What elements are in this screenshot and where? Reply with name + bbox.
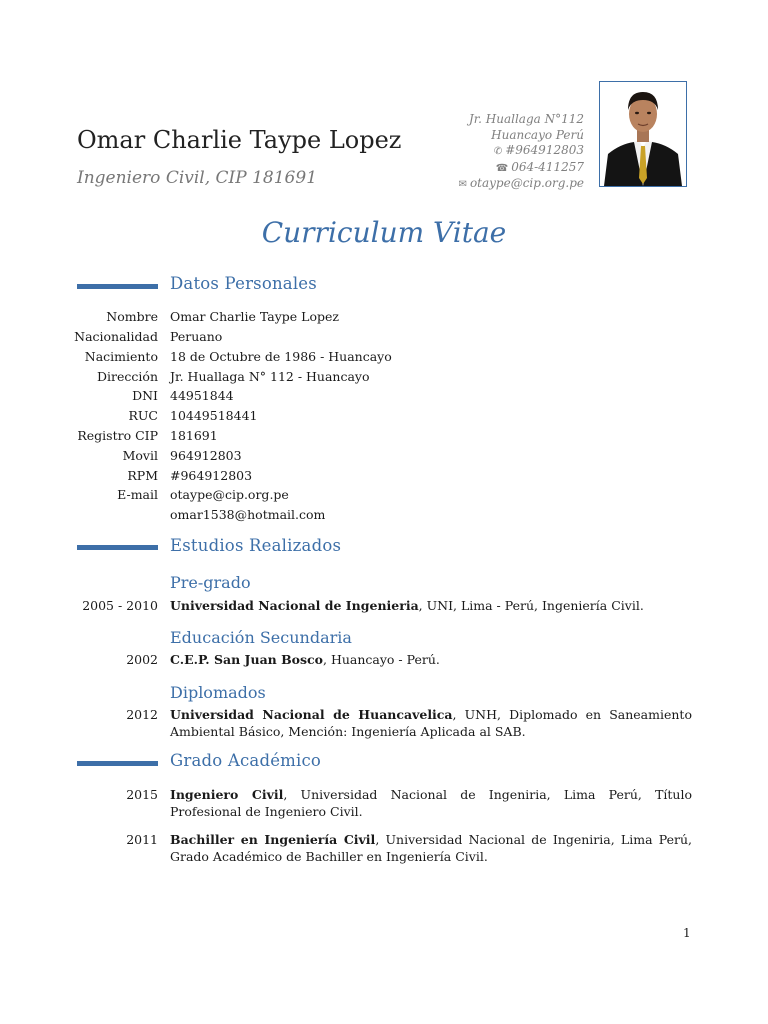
document-title: Curriculum Vitae [261, 216, 507, 249]
grado-entry-1-date: 2011 [126, 832, 158, 847]
rpm-number: #964912803 [505, 143, 584, 157]
section-bar-grado [77, 761, 158, 766]
label-nacionalidad: Nacionalidad [74, 329, 158, 344]
section-title-grado: Grado Académico [170, 751, 322, 770]
pregrado-details: , UNI, Lima - Perú, Ingeniería Civil. [418, 598, 644, 613]
email-address: otaype@cip.org.pe [469, 176, 584, 190]
label-movil: Movil [122, 448, 158, 463]
profile-photo [599, 81, 687, 187]
value-dni: 44951844 [170, 388, 234, 403]
subsection-diplomados: Diplomados [170, 683, 266, 702]
value-movil: 964912803 [170, 448, 242, 463]
subsection-secundaria: Educación Secundaria [170, 628, 352, 647]
phone-line [459, 160, 584, 177]
label-nombre: Nombre [106, 309, 158, 324]
label-ruc: RUC [128, 408, 158, 423]
profession-subtitle: Ingeniero Civil, CIP 181691 [77, 168, 318, 188]
label-nacimiento: Nacimiento [84, 349, 158, 364]
pregrado-institution: Universidad Nacional de Ingenieria [170, 598, 419, 613]
value-email: otaype@cip.org.pe [170, 487, 289, 502]
secundaria-entry [170, 651, 692, 668]
label-dni: DNI [132, 388, 158, 403]
grado-entry-0-details: , Universidad Nacional de Ingeniria, Lima Perú, Título Profesional de Ingeniero Civil. [170, 787, 692, 819]
label-email: E-mail [117, 487, 158, 502]
section-bar-personal [77, 284, 158, 289]
value-nacionalidad: Peruano [170, 329, 223, 344]
address-line-1: Jr. Huallaga N°112 [468, 112, 584, 126]
label-direccion: Dirección [97, 369, 158, 384]
grado-entry-0-date: 2015 [126, 787, 158, 802]
portrait-illustration [600, 82, 686, 186]
address-line-2: Huancayo Perú [491, 127, 584, 142]
contact-block [459, 112, 584, 193]
pregrado-date: 2005 - 2010 [82, 598, 158, 613]
email-line [459, 176, 584, 193]
diplomados-details: , UNH, Diplomado en Saneamiento Ambiental Básico, Mención: Ingeniería Aplicada al SAB. [170, 707, 692, 739]
envelope-icon: ✉ [458, 179, 467, 190]
value-direccion: Jr. Huallaga N° 112 - Huancayo [170, 369, 370, 384]
value-rpm: #964912803 [170, 468, 253, 483]
secundaria-date: 2002 [126, 652, 158, 667]
value-registro-cip: 181691 [170, 428, 218, 443]
label-rpm: RPM [127, 468, 158, 483]
subsection-pregrado: Pre-grado [170, 573, 251, 592]
rpm-line [459, 143, 584, 160]
grado-entry-0 [170, 786, 692, 820]
secundaria-details: , Huancayo - Perú. [323, 652, 440, 667]
page-number: 1 [683, 926, 691, 940]
section-title-studies: Estudios Realizados [170, 536, 342, 555]
diplomados-entry [170, 706, 692, 740]
grado-entry-1-title: Bachiller en Ingeniería Civil [170, 832, 376, 847]
diplomados-institution: Universidad Nacional de Huancavelica [170, 707, 453, 722]
grado-entry-0-title: Ingeniero Civil [170, 787, 284, 802]
pregrado-entry [170, 597, 692, 614]
phone-number: 064-411257 [511, 159, 584, 174]
section-title-personal: Datos Personales [170, 274, 317, 293]
value-nacimiento: 18 de Octubre de 1986 - Huancayo [170, 349, 392, 364]
value-ruc: 10449518441 [170, 408, 258, 423]
section-bar-studies [77, 545, 158, 550]
secundaria-institution: C.E.P. San Juan Bosco [170, 652, 323, 667]
mobile-phone-icon: ✆ [493, 146, 503, 157]
grado-entry-1-details: , Universidad Nacional de Ingeniria, Lima Perú, Grado Académico de Bachiller en Ingeniería Civil. [170, 832, 693, 864]
telephone-icon: ☎ [495, 162, 509, 174]
grado-entry-1 [170, 831, 692, 865]
value-nombre: Omar Charlie Taype Lopez [170, 309, 339, 324]
value-email-2: omar1538@hotmail.com [170, 507, 326, 522]
label-registro-cip: Registro CIP [77, 428, 158, 443]
full-name: Omar Charlie Taype Lopez [77, 126, 402, 154]
diplomados-date: 2012 [126, 707, 158, 722]
